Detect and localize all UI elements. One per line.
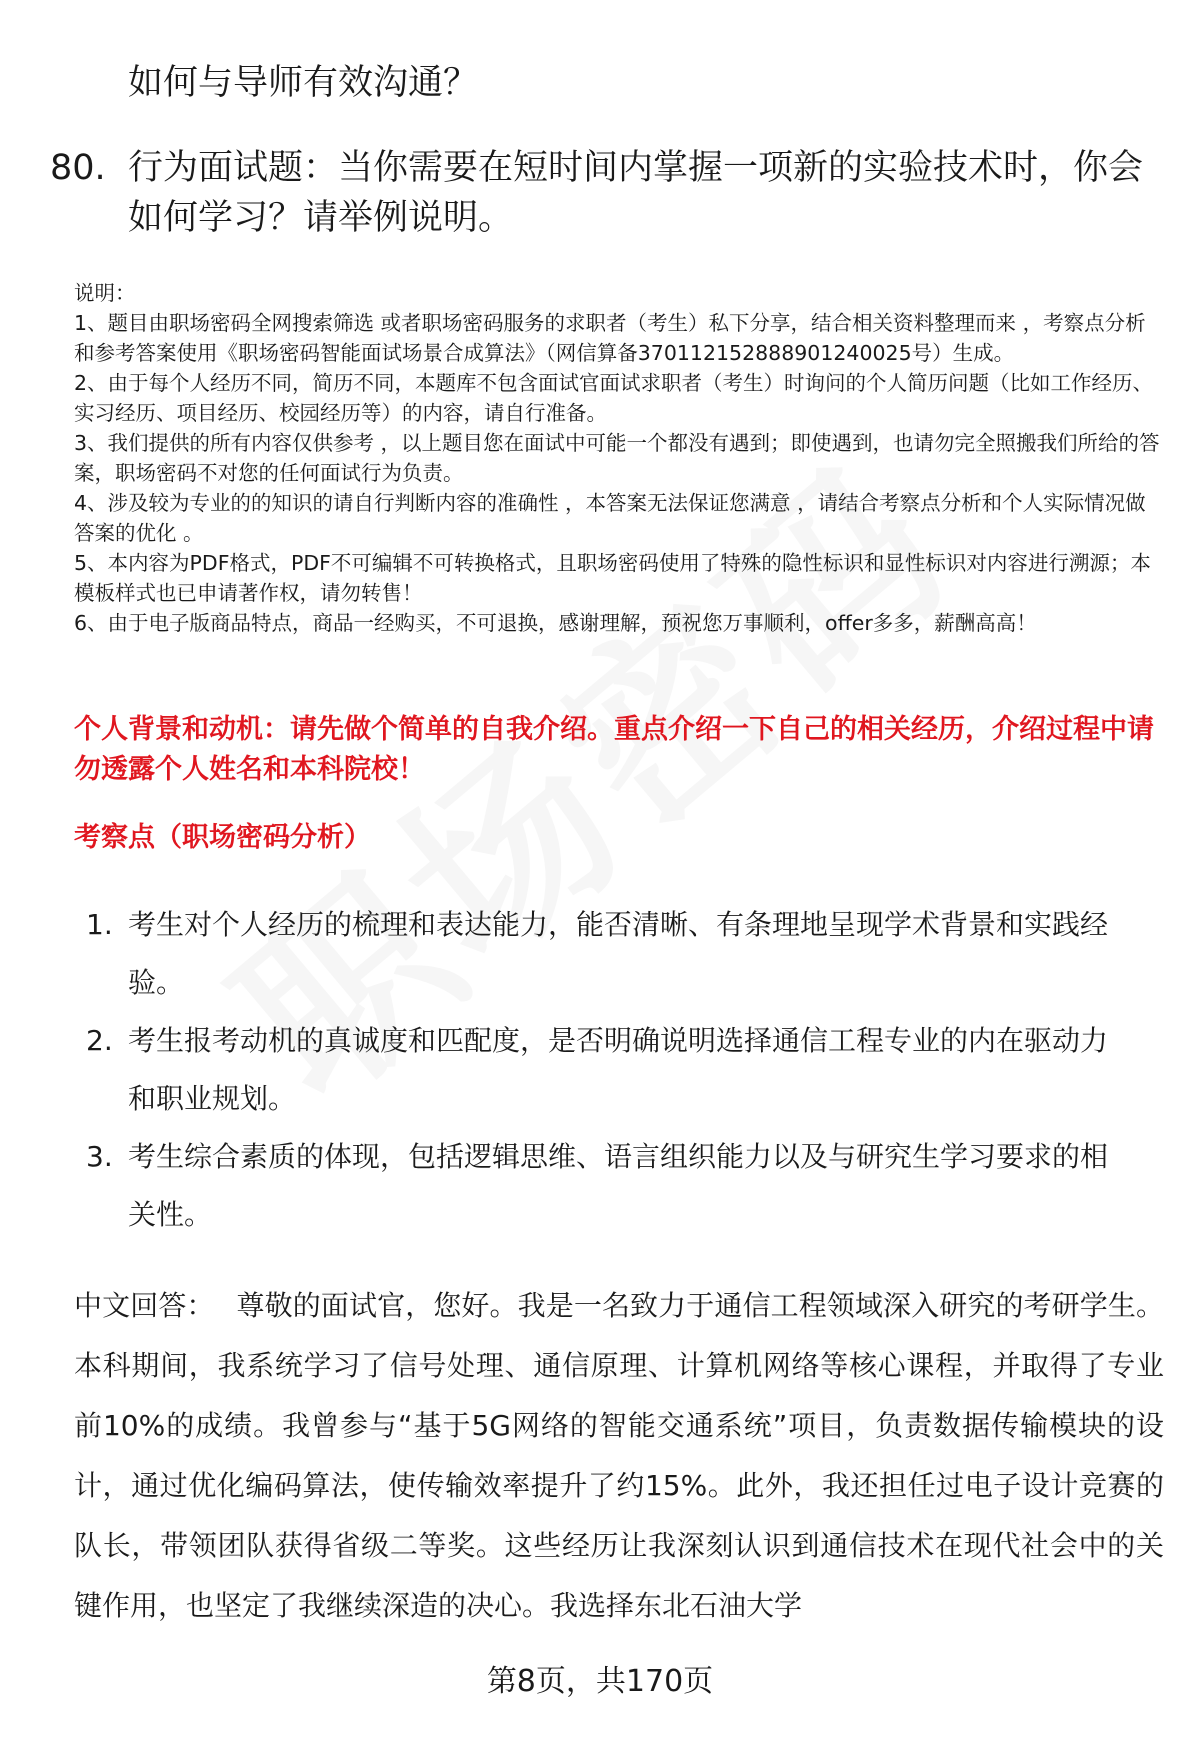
note-item: 1、题目由职场密码全网搜索筛选 或者职场密码服务的求职者（考生）私下分享，结合相关资料整理而来 ，考察点分析和参考答案使用《职场密码智能面试场景合成算法》（网信算备370112152888901240025号）生成。 bbox=[74, 311, 1146, 365]
note-item: 2、由于每个人经历不同，简历不同，本题库不包含面试官面试求职者（考生）时询问的个人简历问题（比如工作经历、实习经历、项目经历、校园经历等）的内容，请自行准备。 bbox=[74, 371, 1154, 425]
note-item: 5、本内容为PDF格式，PDF不可编辑不可转换格式，且职场密码使用了特殊的隐性标识和显性标识对内容进行溯源；本模板样式也已申请著作权，请勿转售！ bbox=[74, 551, 1151, 605]
note-item: 3、我们提供的所有内容仅供参考 ，以上题目您在面试中可能一个都没有遇到；即使遇到，也请勿完全照搬我们所给的答案，职场密码不对您的任何面试行为负责。 bbox=[74, 431, 1160, 485]
list-item-text: 考生报考动机的真诚度和匹配度，是否明确说明选择通信工程专业的内在驱动力和职业规划。 bbox=[128, 1024, 1109, 1115]
list-item bbox=[86, 1128, 1166, 1244]
answer-paragraph bbox=[74, 1276, 1164, 1636]
list-item-number: 2. bbox=[86, 1024, 113, 1057]
notes-section bbox=[74, 278, 1164, 638]
analysis-points-list bbox=[86, 896, 1166, 1244]
analysis-heading: 考察点（职场密码分析） bbox=[74, 822, 371, 853]
section-heading: 个人背景和动机：请先做个简单的自我介绍。重点介绍一下自己的相关经历，介绍过程中请勿透露个人姓名和本科院校！ bbox=[74, 714, 1154, 785]
answer-text: 尊敬的面试官，您好。我是一名致力于通信工程领域深入研究的考研学生。本科期间，我系统学习了信号处理、通信原理、计算机网络等核心课程，并取得了专业前10%的成绩。我曾参与“基于5G网络的智能交通系统”项目，负责数据传输模块的设计，通过优化编码算法，使传输效率提升了约15%。此外，我还担任过电子设计竞赛的队长，带领团队获得省级二等奖。这些经历让我深刻认识到通信技术在现代社会中的关键作用，也坚定了我继续深造的决心。我选择东北石油大学 bbox=[74, 1289, 1164, 1622]
note-item: 6、由于电子版商品特点，商品一经购买，不可退换，感谢理解，预祝您万事顺利，offer多多，薪酬高高！ bbox=[74, 611, 1037, 635]
page-number-footer: 第8页，共170页 bbox=[486, 1664, 714, 1699]
list-item-number: 3. bbox=[86, 1140, 113, 1173]
list-item bbox=[86, 1012, 1166, 1128]
note-item: 4、涉及较为专业的的知识的请自行判断内容的准确性 ，本答案无法保证您满意 ，请结合考察点分析和个人实际情况做答案的优化 。 bbox=[74, 491, 1146, 545]
question-number: 80. bbox=[50, 148, 106, 188]
list-item-text: 考生综合素质的体现，包括逻辑思维、语言组织能力以及与研究生学习要求的相关性。 bbox=[128, 1140, 1109, 1231]
question-continuation: 如何与导师有效沟通？ bbox=[128, 63, 479, 103]
notes-title: 说明： bbox=[74, 281, 136, 305]
answer-label: 中文回答： bbox=[74, 1289, 215, 1322]
list-item bbox=[86, 896, 1166, 1012]
question-text: 行为面试题：当你需要在短时间内掌握一项新的实验技术时，你会如何学习？请举例说明。 bbox=[128, 148, 1144, 238]
list-item-text: 考生对个人经历的梳理和表达能力，能否清晰、有条理地呈现学术背景和实践经验。 bbox=[128, 908, 1109, 999]
list-item-number: 1. bbox=[86, 908, 113, 941]
